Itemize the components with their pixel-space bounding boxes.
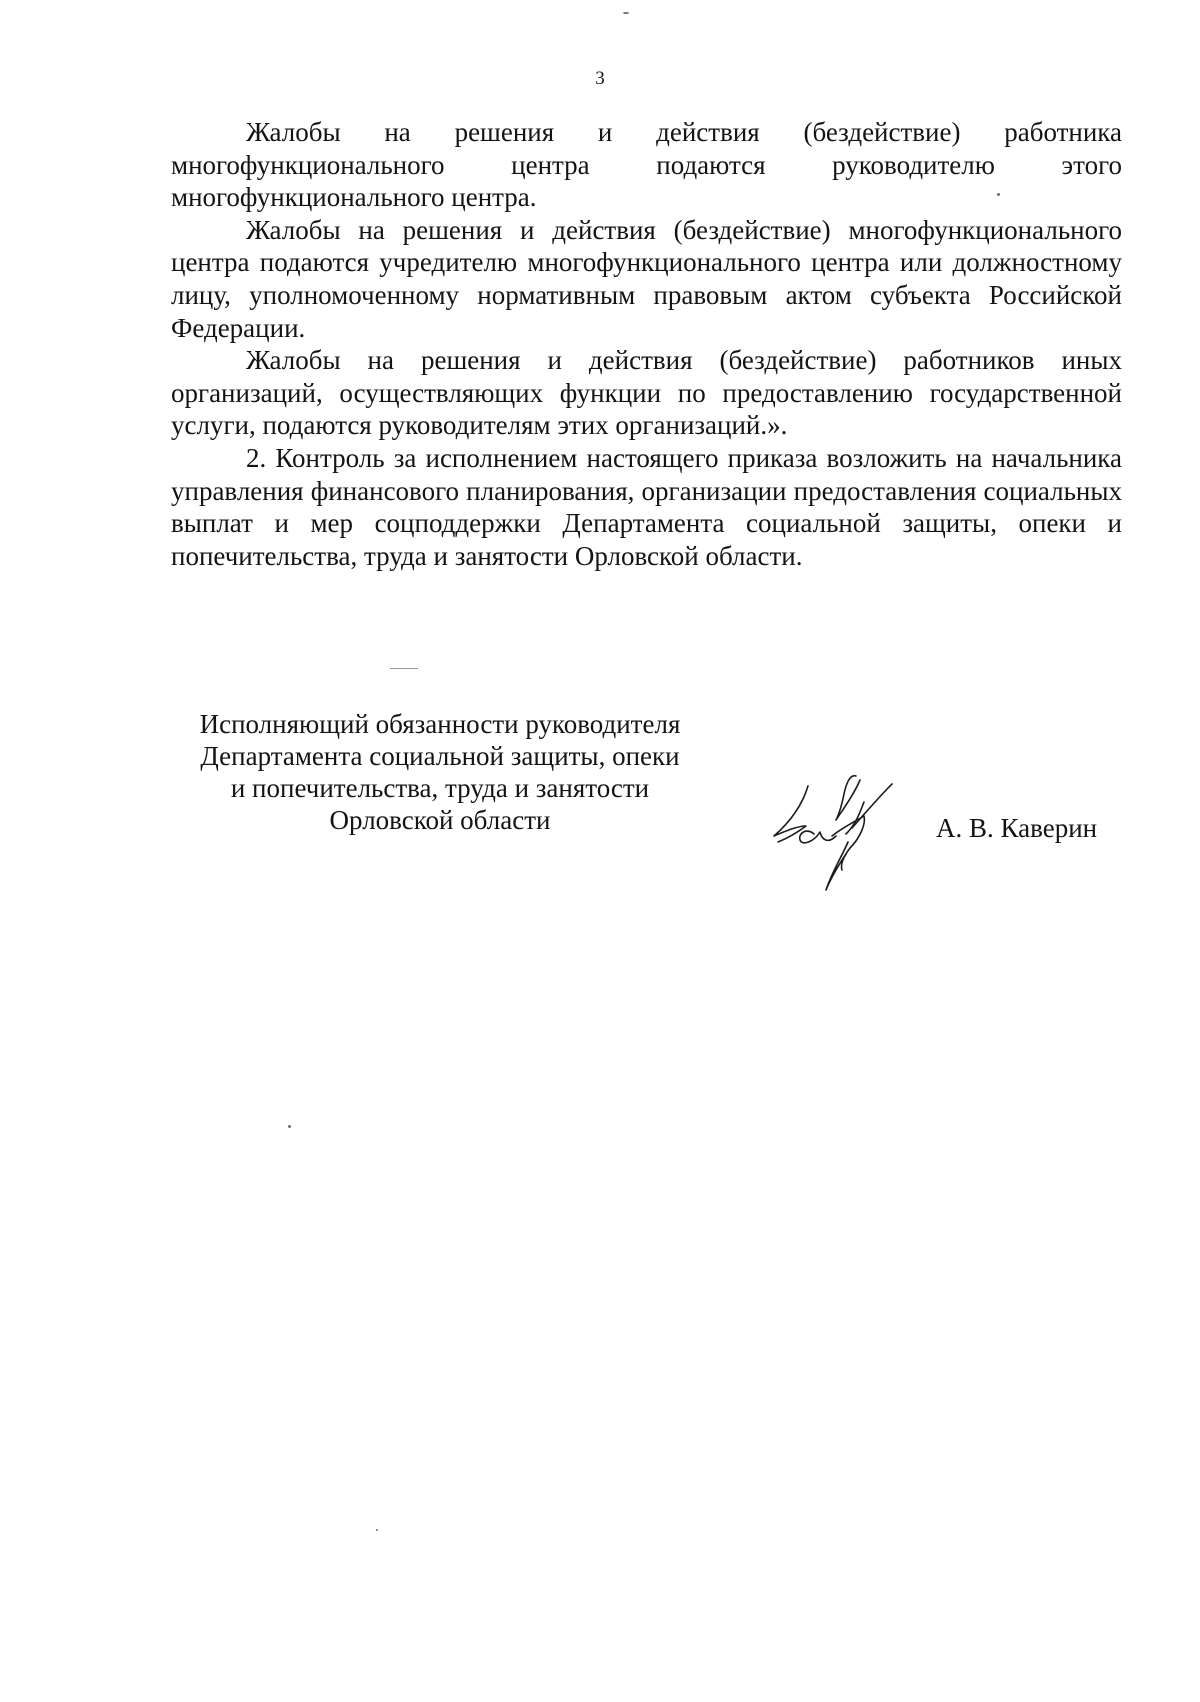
- document-body: [171, 116, 1122, 572]
- paragraph-control-clause: 2. Контроль за исполнением настоящего приказа возложить на начальника управления финансового планирования, организации предоставления социальных выплат и мер соцподдержки Департамента социальной защиты, опеки и попечительства, труда и занятости Орловской области.: [171, 442, 1122, 571]
- scan-speck: [997, 193, 1000, 196]
- signatory-title-line: Исполняющий обязанности руководителя: [199, 709, 681, 739]
- scan-speck: [623, 12, 629, 14]
- signatory-title: [140, 708, 740, 836]
- scan-speck: [288, 1125, 291, 1128]
- paragraph-other-organizations-complaints: Жалобы на решения и действия (бездействие) работников иных организаций, осуществляющих функции по предоставлению государственной услуги, подаются руководителям этих организаций.».: [171, 345, 1122, 441]
- signatory-title-line: Орловской области: [329, 805, 551, 835]
- handwritten-signature: [770, 772, 910, 898]
- scan-speck: [376, 1529, 378, 1531]
- signatory-title-line: и попечительства, труда и занятости: [230, 773, 650, 803]
- signer-name: А. В. Каверин: [936, 813, 1098, 843]
- signatory-title-line: Департамента социальной защиты, опеки: [200, 741, 680, 771]
- paragraph-mfc-employee-complaints: Жалобы на решения и действия (бездействие) работника многофункционального центра подаются руководителю этого многофункционального центра.: [171, 117, 1122, 213]
- paragraph-mfc-complaints: Жалобы на решения и действия (бездействие) многофункционального центра подаются учредителю многофункционального центра или должностному лицу, уполномоченному нормативным правовым актом субъекта Российской Федерации.: [171, 214, 1122, 343]
- scan-speck: [390, 668, 418, 669]
- page-number: 3: [595, 68, 605, 89]
